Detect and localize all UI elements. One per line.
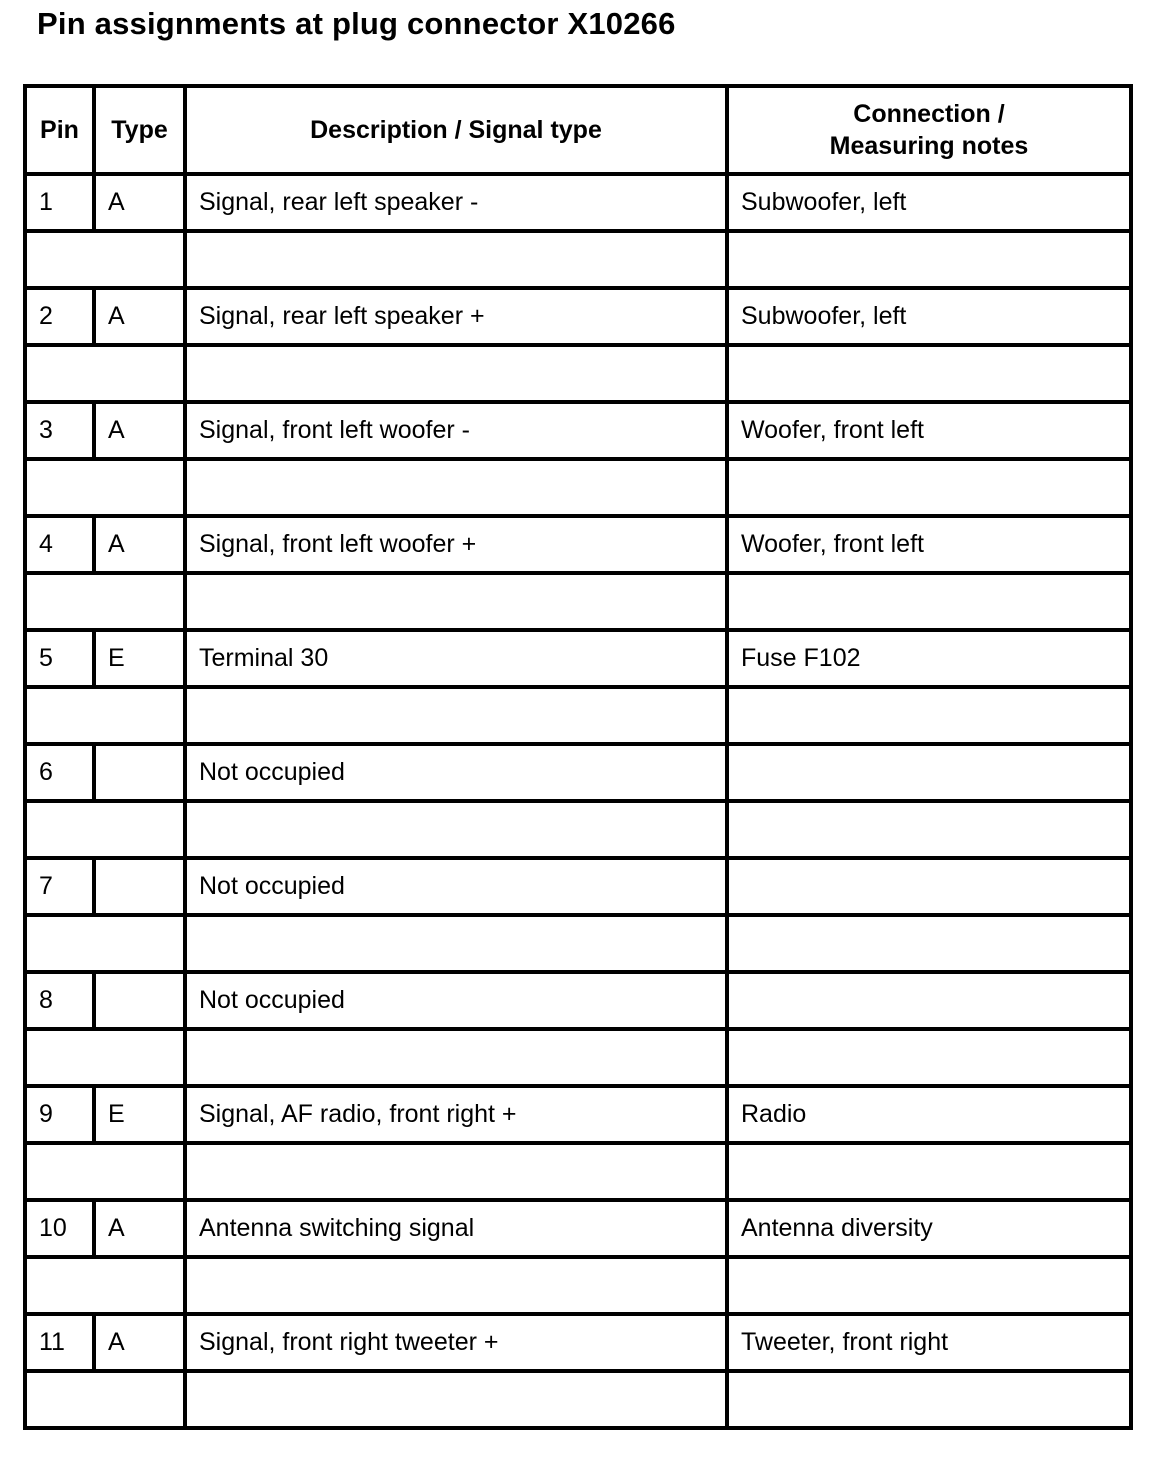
cell-description: Not occupied xyxy=(185,744,727,801)
table-spacer-row xyxy=(25,915,1131,972)
spacer-cell-connection xyxy=(727,345,1131,402)
cell-pin: 2 xyxy=(25,288,94,345)
table-body xyxy=(25,174,1131,1428)
cell-connection: Subwoofer, left xyxy=(727,174,1131,231)
cell-connection: Antenna diversity xyxy=(727,1200,1131,1257)
spacer-cell-pin-type xyxy=(25,1143,185,1200)
table-spacer-row xyxy=(25,1257,1131,1314)
spacer-cell-description xyxy=(185,231,727,288)
spacer-cell-pin-type xyxy=(25,1029,185,1086)
table-row xyxy=(25,1314,1131,1371)
header-connection-line2: Measuring notes xyxy=(829,132,1029,160)
spacer-cell-connection xyxy=(727,231,1131,288)
spacer-cell-pin-type xyxy=(25,459,185,516)
spacer-cell-description xyxy=(185,801,727,858)
pin-assignment-table xyxy=(23,84,1133,1430)
spacer-cell-pin-type xyxy=(25,573,185,630)
spacer-cell-description xyxy=(185,1371,727,1428)
table-spacer-row xyxy=(25,231,1131,288)
spacer-cell-description xyxy=(185,687,727,744)
cell-description: Signal, front right tweeter + xyxy=(185,1314,727,1371)
cell-type: A xyxy=(94,288,185,345)
spacer-cell-description xyxy=(185,1029,727,1086)
cell-description: Signal, rear left speaker - xyxy=(185,174,727,231)
table-spacer-row xyxy=(25,1371,1131,1428)
cell-connection: Subwoofer, left xyxy=(727,288,1131,345)
table-row xyxy=(25,972,1131,1029)
cell-pin: 5 xyxy=(25,630,94,687)
spacer-cell-pin-type xyxy=(25,915,185,972)
cell-type xyxy=(94,858,185,915)
cell-type xyxy=(94,744,185,801)
spacer-cell-pin-type xyxy=(25,801,185,858)
cell-description: Terminal 30 xyxy=(185,630,727,687)
header-type: Type xyxy=(94,86,185,174)
cell-type: A xyxy=(94,516,185,573)
table-row xyxy=(25,516,1131,573)
table-row xyxy=(25,1086,1131,1143)
table-row xyxy=(25,288,1131,345)
cell-connection: Fuse F102 xyxy=(727,630,1131,687)
cell-connection xyxy=(727,972,1131,1029)
table-row xyxy=(25,174,1131,231)
table-row xyxy=(25,1200,1131,1257)
cell-type: A xyxy=(94,1200,185,1257)
cell-pin: 9 xyxy=(25,1086,94,1143)
cell-description: Signal, front left woofer + xyxy=(185,516,727,573)
cell-pin: 1 xyxy=(25,174,94,231)
table-spacer-row xyxy=(25,1029,1131,1086)
table-header-row xyxy=(25,86,1131,174)
header-description: Description / Signal type xyxy=(185,86,727,174)
header-connection-line1: Connection / xyxy=(853,100,1005,128)
cell-description: Not occupied xyxy=(185,858,727,915)
spacer-cell-description xyxy=(185,1143,727,1200)
cell-pin: 4 xyxy=(25,516,94,573)
cell-type: A xyxy=(94,174,185,231)
header-connection xyxy=(727,86,1131,174)
cell-pin: 10 xyxy=(25,1200,94,1257)
cell-description: Signal, AF radio, front right + xyxy=(185,1086,727,1143)
cell-connection: Radio xyxy=(727,1086,1131,1143)
spacer-cell-connection xyxy=(727,459,1131,516)
spacer-cell-connection xyxy=(727,915,1131,972)
cell-pin: 3 xyxy=(25,402,94,459)
cell-connection: Woofer, front left xyxy=(727,516,1131,573)
spacer-cell-pin-type xyxy=(25,687,185,744)
cell-pin: 6 xyxy=(25,744,94,801)
spacer-cell-description xyxy=(185,1257,727,1314)
header-pin: Pin xyxy=(25,86,94,174)
cell-connection xyxy=(727,858,1131,915)
cell-pin: 7 xyxy=(25,858,94,915)
table-row xyxy=(25,744,1131,801)
cell-type: E xyxy=(94,630,185,687)
table-spacer-row xyxy=(25,345,1131,402)
spacer-cell-connection xyxy=(727,1257,1131,1314)
cell-type xyxy=(94,972,185,1029)
cell-description: Antenna switching signal xyxy=(185,1200,727,1257)
spacer-cell-description xyxy=(185,459,727,516)
table-spacer-row xyxy=(25,801,1131,858)
page-title: Pin assignments at plug connector X10266 xyxy=(37,6,676,41)
table-row xyxy=(25,630,1131,687)
spacer-cell-description xyxy=(185,573,727,630)
cell-connection: Tweeter, front right xyxy=(727,1314,1131,1371)
cell-pin: 8 xyxy=(25,972,94,1029)
spacer-cell-pin-type xyxy=(25,1371,185,1428)
spacer-cell-connection xyxy=(727,1371,1131,1428)
spacer-cell-pin-type xyxy=(25,345,185,402)
cell-type: A xyxy=(94,402,185,459)
cell-type: A xyxy=(94,1314,185,1371)
table-row xyxy=(25,858,1131,915)
table-row xyxy=(25,402,1131,459)
spacer-cell-connection xyxy=(727,687,1131,744)
cell-pin: 11 xyxy=(25,1314,94,1371)
spacer-cell-description xyxy=(185,345,727,402)
spacer-cell-connection xyxy=(727,801,1131,858)
cell-type: E xyxy=(94,1086,185,1143)
table-spacer-row xyxy=(25,1143,1131,1200)
spacer-cell-connection xyxy=(727,1029,1131,1086)
spacer-cell-description xyxy=(185,915,727,972)
table-spacer-row xyxy=(25,687,1131,744)
cell-description: Signal, rear left speaker + xyxy=(185,288,727,345)
cell-connection xyxy=(727,744,1131,801)
spacer-cell-pin-type xyxy=(25,1257,185,1314)
table-spacer-row xyxy=(25,573,1131,630)
spacer-cell-pin-type xyxy=(25,231,185,288)
spacer-cell-connection xyxy=(727,1143,1131,1200)
cell-description: Signal, front left woofer - xyxy=(185,402,727,459)
cell-description: Not occupied xyxy=(185,972,727,1029)
table-spacer-row xyxy=(25,459,1131,516)
cell-connection: Woofer, front left xyxy=(727,402,1131,459)
spacer-cell-connection xyxy=(727,573,1131,630)
